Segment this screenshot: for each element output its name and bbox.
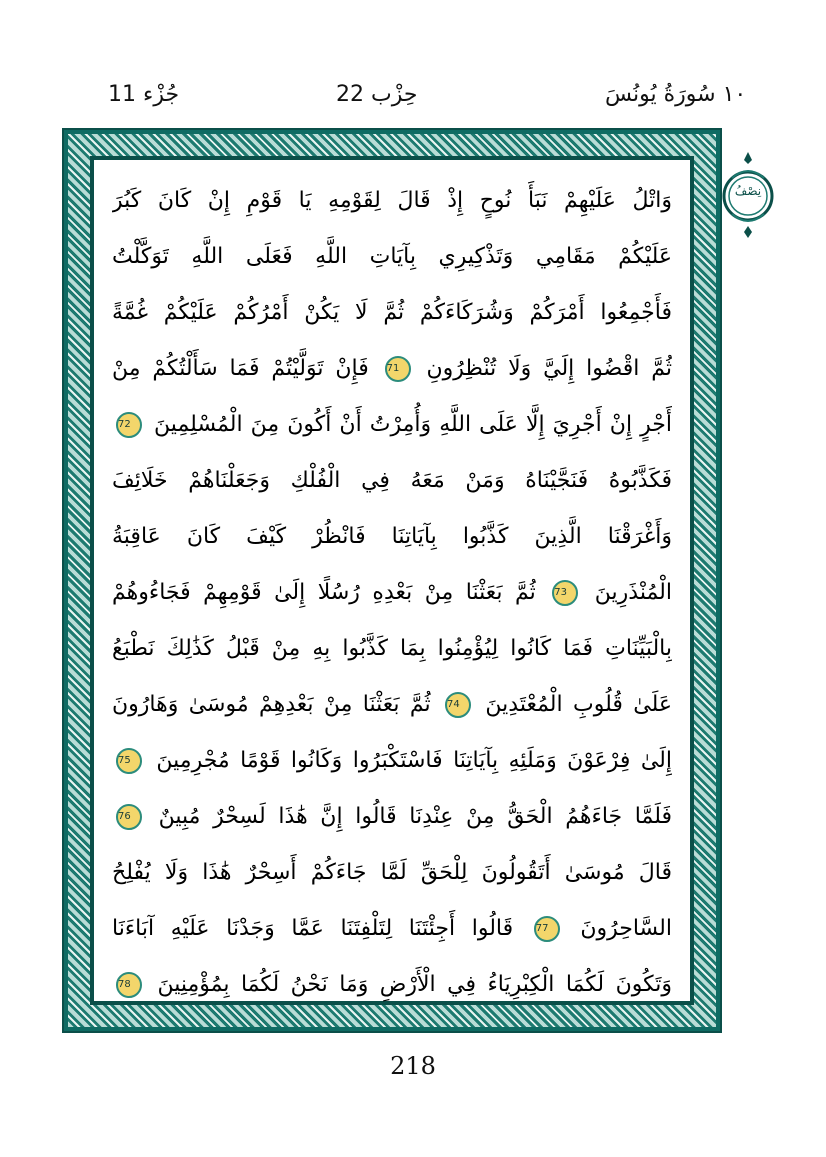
verse-line: وَاتْلُ عَلَيْهِمْ نَبَأَ نُوحٍ إِذْ قَالَ لِقَوْمِهِ يَا قَوْمِ إِنْ كَانَ كَبُرَ: [112, 188, 672, 213]
badge-label: نِصْفُ: [734, 184, 762, 198]
verse-line: ثُمَّ اقْضُوا إِلَيَّ وَلَا تُنْظِرُونِ 71 فَإِنْ تَوَلَّيْتُمْ فَمَا سَأَلْتُكُمْ مِنْ: [112, 356, 672, 381]
verse-line: فَلَمَّا جَاءَهُمُ الْحَقُّ مِنْ عِنْدِنَا قَالُوا إِنَّ هَٰذَا لَسِحْرٌ مُبِينٌ 76: [118, 804, 672, 829]
verse-line: قَالَ مُوسَىٰ أَتَقُولُونَ لِلْحَقِّ لَمَّا جَاءَكُمْ أَسِحْرٌ هَٰذَا وَلَا يُفْلِحُ: [112, 860, 672, 885]
hizb-label: حِزْب 22: [336, 82, 418, 107]
page-number: 218: [390, 1052, 436, 1080]
verse-line: وَتَكُونَ لَكُمَا الْكِبْرِيَاءُ فِي الْأَرْضِ وَمَا نَحْنُ لَكُمَا بِمُؤْمِنِينَ 78: [118, 972, 672, 997]
verse-number-marker: 73: [552, 580, 578, 606]
page-header: [0, 78, 826, 118]
verse-number-marker: 75: [116, 748, 142, 774]
juz-label: جُزْء 11: [108, 82, 180, 107]
verse-line: أَجْرٍ إِنْ أَجْرِيَ إِلَّا عَلَى اللَّهِ وَأُمِرْتُ أَنْ أَكُونَ مِنَ الْمُسْلِمِينَ 72: [118, 412, 672, 437]
verse-line: إِلَىٰ فِرْعَوْنَ وَمَلَئِهِ بِآيَاتِنَا فَاسْتَكْبَرُوا وَكَانُوا قَوْمًا مُجْرِمِينَ 75: [118, 748, 672, 773]
page-frame: [62, 128, 722, 1033]
verse-number-marker: 78: [116, 972, 142, 998]
verse-number-marker: 76: [116, 804, 142, 830]
verse-number-marker: 72: [116, 412, 142, 438]
verse-number-marker: 71: [385, 356, 411, 382]
verse-line: الْمُنْذَرِينَ 73 ثُمَّ بَعَثْنَا مِنْ بَعْدِهِ رُسُلًا إِلَىٰ قَوْمِهِمْ فَجَاءُوهُمْ: [112, 580, 672, 605]
half-hizb-badge: [722, 150, 774, 240]
verse-line: بِالْبَيِّنَاتِ فَمَا كَانُوا لِيُؤْمِنُوا بِمَا كَذَّبُوا بِهِ مِنْ قَبْلُ كَذَٰلِكَ نَطْبَعُ: [112, 636, 672, 661]
verse-line: عَلَيْكُمْ مَقَامِي وَتَذْكِيرِي بِآيَاتِ اللَّهِ فَعَلَى اللَّهِ تَوَكَّلْتُ: [112, 244, 672, 269]
verse-line: فَأَجْمِعُوا أَمْرَكُمْ وَشُرَكَاءَكُمْ ثُمَّ لَا يَكُنْ أَمْرُكُمْ عَلَيْكُمْ غُمَّةً: [112, 300, 672, 325]
verse-line: وَأَغْرَقْنَا الَّذِينَ كَذَّبُوا بِآيَاتِنَا فَانْظُرْ كَيْفَ كَانَ عَاقِبَةُ: [112, 524, 672, 549]
verse-line: فَكَذَّبُوهُ فَنَجَّيْنَاهُ وَمَنْ مَعَهُ فِي الْفُلْكِ وَجَعَلْنَاهُمْ خَلَائِفَ: [112, 468, 672, 493]
verse-text-area: [94, 160, 690, 1001]
verse-line: السَّاحِرُونَ 77 قَالُوا أَجِئْتَنَا لِتَلْفِتَنَا عَمَّا وَجَدْنَا عَلَيْهِ آبَاءَنَا: [112, 916, 672, 941]
verse-line: عَلَىٰ قُلُوبِ الْمُعْتَدِينَ 74 ثُمَّ بَعَثْنَا مِنْ بَعْدِهِمْ مُوسَىٰ وَهَارُونَ: [112, 692, 672, 717]
surah-label: ١٠ سُورَةُ يُونُسَ: [605, 82, 747, 107]
verse-number-marker: 77: [534, 916, 560, 942]
verse-number-marker: 74: [445, 692, 471, 718]
